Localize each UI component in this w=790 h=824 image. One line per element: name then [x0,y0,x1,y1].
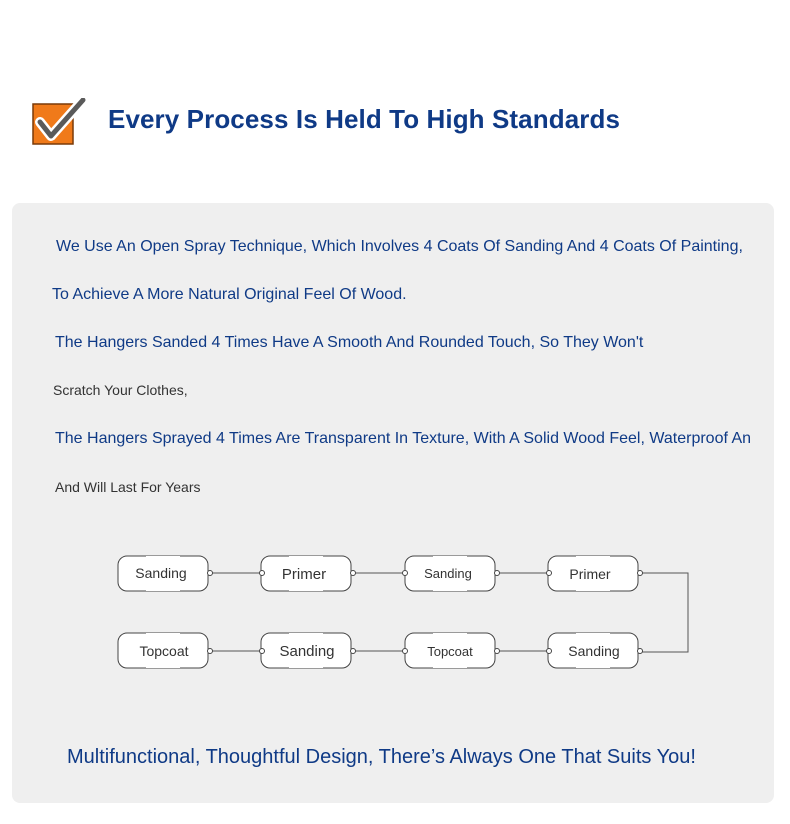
footer-tagline: Multifunctional, Thoughtful Design, There’s Always One That Suits You! [67,746,696,768]
flow-node-label: Primer [281,566,327,583]
description-line: The Hangers Sanded 4 Times Have A Smooth And Rounded Touch, So They Won't [55,334,644,351]
section-header [0,90,790,154]
description-line: Scratch Your Clothes, [53,382,188,398]
page-title: Every Process Is Held To High Standards [108,104,621,134]
description-line: And Will Last For Years [55,479,201,495]
flow-connector [640,573,688,652]
flow-node-label: Sanding [135,565,187,581]
flow-node-label: Topcoat [139,643,189,659]
flow-node-label: Sanding [279,643,335,660]
content-panel [12,203,774,803]
process-flow-diagram [12,203,774,803]
flow-node-label: Topcoat [427,644,473,659]
description-line: The Hangers Sprayed 4 Times Are Transparent In Texture, With A Solid Wood Feel, Waterproof An [55,430,752,447]
description-line: To Achieve A More Natural Original Feel Of Wood. [52,286,407,303]
flow-node-label: Primer [569,566,611,582]
flow-node-label: Sanding [424,566,472,581]
flow-node-label: Sanding [568,643,620,659]
description-line: We Use An Open Spray Technique, Which Involves 4 Coats Of Sanding And 4 Coats Of Painting, [56,238,743,255]
checkbox-icon [31,98,87,146]
